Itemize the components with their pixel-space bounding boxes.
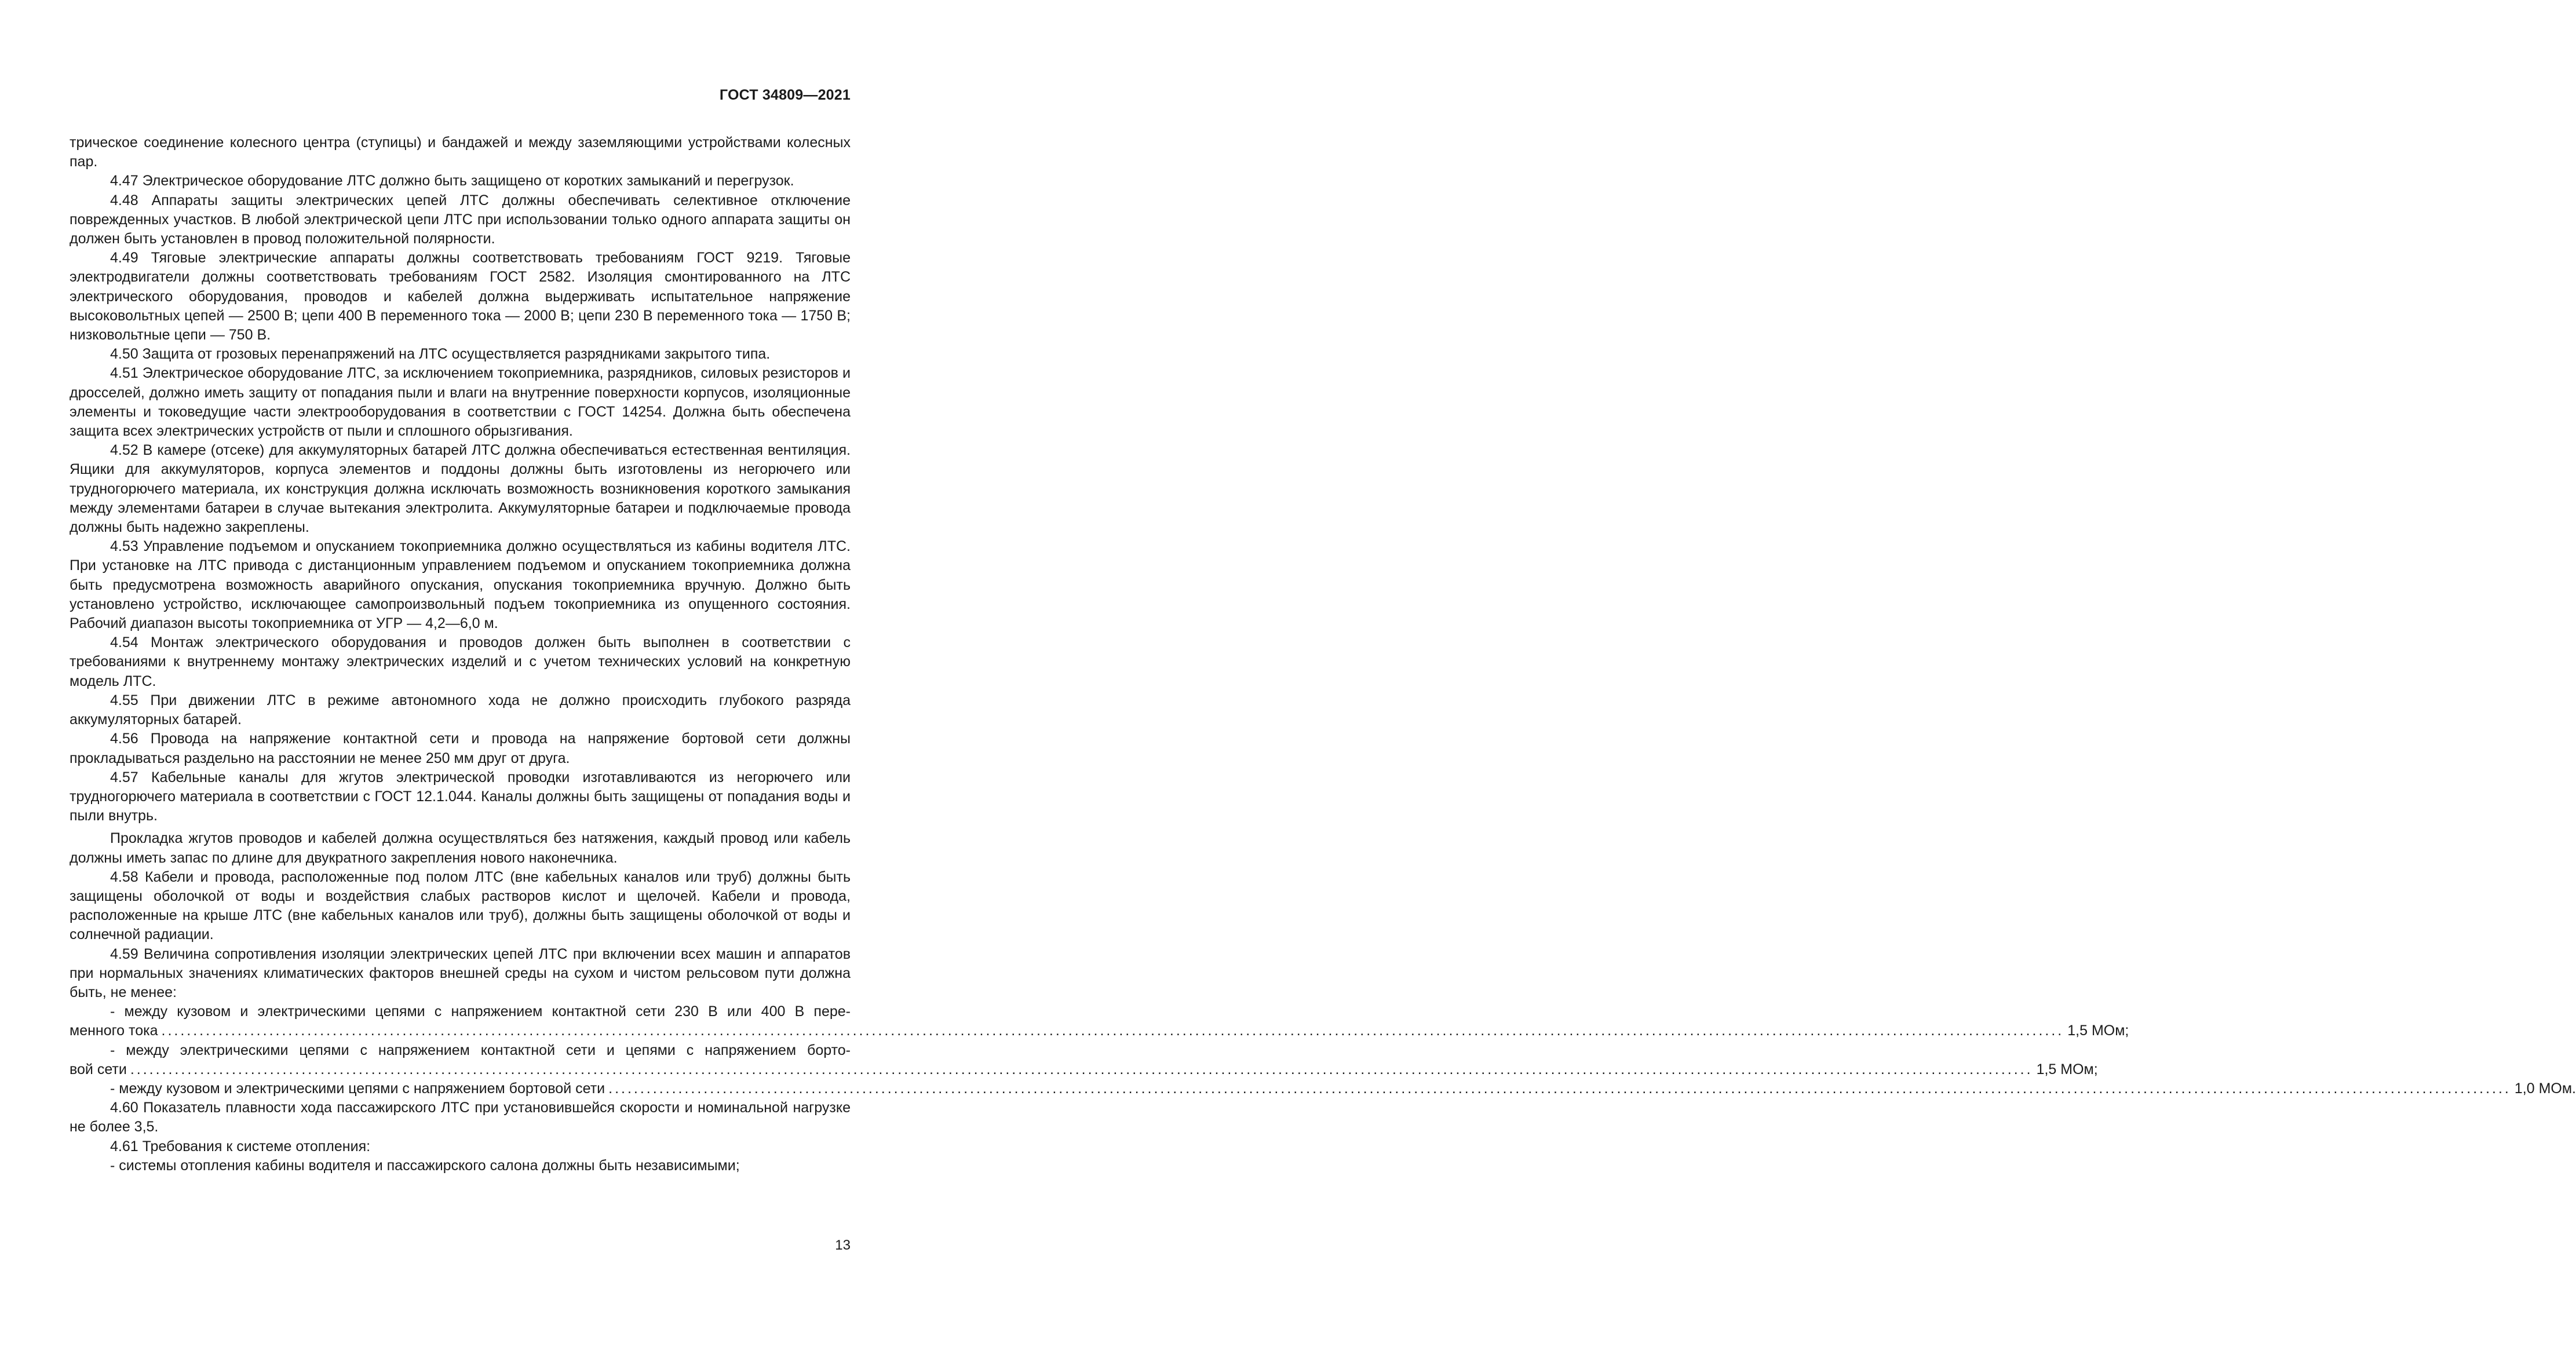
paragraph-block: [70, 133, 851, 1002]
paragraph: 4.51 Электрическое оборудование ЛТС, за исключением токоприемника, разрядников, силовых резисторов и дросселей, должно иметь защиту от попадания пыли и влаги на внутренние поверхности корпусов, изоляционные элементы и токоведущие части электрооборудования в соответствии с ГОСТ 14254. Должна быть обеспечена защита всех электрических устройств от пыли и сплошного обрызгивания.: [70, 365, 851, 440]
list-item-lead: - между кузовом и электрическими цепями с напряжением бортовой сети: [110, 1080, 605, 1097]
list-item-text: - между электрическими цепями с напряжением контактной сети и цепями с напряжением борто-: [110, 1042, 851, 1058]
list-item: [70, 1002, 2129, 1040]
dot-leader: ............................................................................................................................................................................................................................................................................................................: [608, 1080, 2511, 1097]
paragraph: 4.49 Тяговые электрические аппараты должны соответствовать требованиям ГОСТ 9219. Тяговые электродвигатели должны соответствовать требованиям ГОСТ 2582. Изоляция смонтированного на ЛТС электрического оборудования, проводов и кабелей должна выдерживать испытательное напряжение высоковольтных цепей — 2500 В; цепи 400 В переменного тока — 2000 В; цепи 230 В переменного тока — 1750 В; низковольтные цепи — 750 В.: [70, 250, 851, 344]
dot-leader: ............................................................................................................................................................................................................................................................................................................: [130, 1061, 2033, 1078]
paragraph: 4.60 Показатель плавности хода пассажирского ЛТС при установившейся скорости и номинальной нагрузке не более 3,5.: [70, 1100, 851, 1135]
dot-leader-line: [70, 1060, 2098, 1079]
paragraph: 4.48 Аппараты защиты электрических цепей ЛТС должны обеспечивать селективное отключение поврежденных участков. В любой электрической цепи ЛТС при использовании только одного аппарата защиты он должен быть установлен в провод положительной полярности.: [70, 192, 851, 247]
resistance-value: 1,0 МОм.: [2514, 1080, 2576, 1097]
resistance-list: [70, 1002, 2576, 1098]
list-item-lead: вой сети: [70, 1061, 127, 1078]
resistance-value: 1,5 МОм;: [2036, 1061, 2098, 1078]
dot-leader: ............................................................................................................................................................................................................................................................................................................: [161, 1022, 2064, 1039]
paragraph: 4.52 В камере (отсеке) для аккумуляторных батарей ЛТС должна обеспечиваться естественная вентиляция. Ящики для аккумуляторов, корпуса элементов и поддоны должны быть изготовлены из негорючего или трудногорючего материала, их конструкция должна исключать возможность возникновения короткого замыкания между элементами батареи в случае вытекания электролита. Аккумуляторные батареи и подключаемые провода должны быть надежно закреплены.: [70, 442, 851, 536]
paragraph: 4.56 Провода на напряжение контактной сети и провода на напряжение бортовой сети должны прокладываться раздельно на расстоянии не менее 250 мм друг от друга.: [70, 731, 851, 766]
document-header: ГОСТ 34809—2021: [719, 87, 851, 103]
dot-leader-line: [70, 1079, 2576, 1098]
list-item: [70, 1079, 2576, 1098]
paragraph: Прокладка жгутов проводов и кабелей должна осуществляться без натяжения, каждый провод или кабель должны иметь запас по длине для двукратного закрепления нового наконечника.: [70, 830, 851, 866]
paragraph: 4.54 Монтаж электрического оборудования и проводов должен быть выполнен в соответствии с требованиями к внутреннему монтажу электрических изделий и с учетом технических условий на конкретную модель ЛТС.: [70, 634, 851, 689]
page-number: 13: [835, 1237, 851, 1253]
tail-block: [70, 1098, 851, 1175]
paragraph: - системы отопления кабины водителя и пассажирского салона должны быть независимыми;: [110, 1157, 740, 1174]
list-item-text: - между кузовом и электрическими цепями с напряжением контактной сети 230 В или 400 В пере-: [110, 1003, 851, 1020]
paragraph: 4.55 При движении ЛТС в режиме автономного хода не должно происходить глубокого разряда аккумуляторных батарей.: [70, 692, 851, 728]
resistance-value: 1,5 МОм;: [2067, 1022, 2129, 1039]
document-body: [70, 133, 2576, 1175]
paragraph: 4.58 Кабели и провода, расположенные под полом ЛТС (вне кабельных каналов или труб) должны быть защищены оболочкой от воды и воздействия слабых растворов кислот и щелочей. Кабели и провода, расположенные на крыше ЛТС (вне кабельных каналов или труб), должны быть защищены оболочкой от воды и солнечной радиации.: [70, 868, 851, 943]
paragraph: 4.57 Кабельные каналы для жгутов электрической проводки изготавливаются из негорючего или трудногорючего материала в соответствии с ГОСТ 12.1.044. Каналы должны быть защищены от попадания воды и пыли внутрь.: [70, 769, 851, 824]
dot-leader-line: [70, 1021, 2129, 1040]
paragraph: трическое соединение колесного центра (ступицы) и бандажей и между заземляющими устройствами колесных пар.: [70, 134, 851, 170]
paragraph: 4.50 Защита от грозовых перенапряжений на ЛТС осуществляется разрядниками закрытого типа.: [110, 346, 771, 363]
paragraph: 4.59 Величина сопротивления изоляции электрических цепей ЛТС при включении всех машин и аппаратов при нормальных значениях климатических факторов внешней среды на сухом и чистом рельсовом пути должна быть, не менее:: [70, 945, 851, 1000]
paragraph: 4.47 Электрическое оборудование ЛТС должно быть защищено от коротких замыканий и перегрузок.: [110, 173, 794, 189]
list-item-lead: менного тока: [70, 1022, 158, 1039]
list-item: [70, 1041, 2098, 1079]
paragraph: 4.53 Управление подъемом и опусканием токоприемника должно осуществляться из кабины водителя ЛТС. При установке на ЛТС привода с дистанционным управлением подъемом и опусканием токоприемника должна быть предусмотрена возможность аварийного опускания, опускания токоприемника вручную. Должно быть установлено устройство, исключающее самопроизвольный подъем токоприемника из опущенного состояния. Рабочий диапазон высоты токоприемника от УГР — 4,2—6,0 м.: [70, 538, 851, 632]
paragraph: 4.61 Требования к системе отопления:: [110, 1138, 371, 1155]
